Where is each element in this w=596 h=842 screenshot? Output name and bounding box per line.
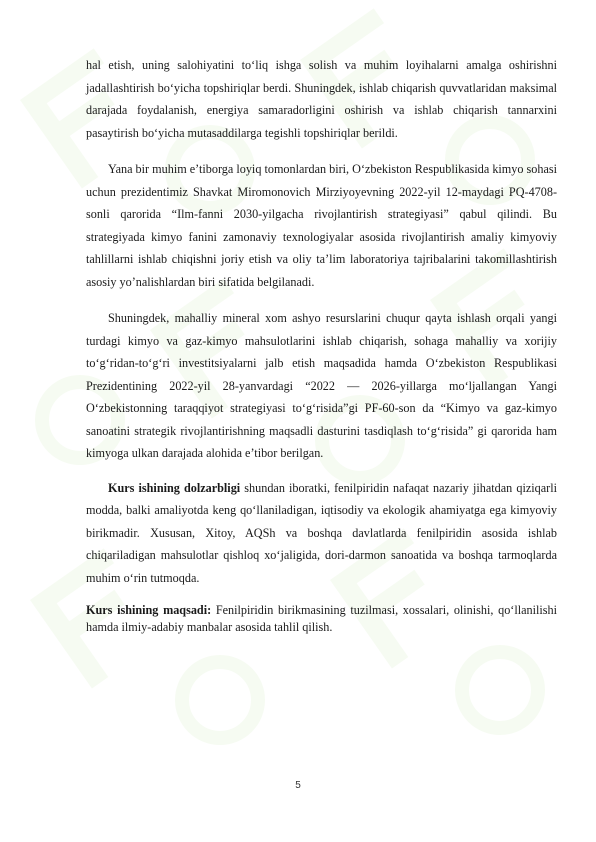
document-page [86, 54, 557, 636]
relevance-text: shundan iboratki, fenilpiridin nafaqat nazariy jihatdan qiziqarli modda, balki amaliyotda keng qo‘llaniladigan, iqtisodiy va ekologik ahamiyatga ega kimyoviy birikmadir. Xususan, Xitoy, AQSh va boshqa davlatlarda fenilpiridin asosida ishlab chiqariladigan mahsulotlar qishloq xo‘jaligida, dori-darmon sanoatida va boshqa tarmoqlarda muhim o‘rin tutmoqda. [86, 480, 557, 585]
relevance-paragraph [86, 477, 557, 590]
paragraph-2: Yana bir muhim e’tiborga loyiq tomonlardan biri, O‘zbekiston Respublikasida kimyo sohasi uchun prezidentimiz Shavkat Miromonovich Mirziyoyevning 2022-yil 12-maydagi PQ-4708-sonli qarorida “Ilm-fanni 2030-yilgacha rivojlantirish strategiyasi” qabul qilindi. Bu strategiyada kimyo fanini zamonaviy texnologiyalar asosida rivojlantirish amaliy kimyoviy tahlillarni ishlab chiqishni joriy etish va oliy ta’lim laboratoriya tajribalarini takomillashtirish asosiy yo’nalishlardan biri sifatida belgilanadi. [86, 162, 557, 289]
goal-text: Fenilpiridin birikmasining tuzilmasi, xossalari, olinishi, qo‘llanilishi hamda ilmiy-adabiy manbalar asosida tahlil qilish. [86, 603, 557, 634]
paragraph-3: Shuningdek, mahalliy mineral xom ashyo resurslarini chuqur qayta ishlash orqali yangi turdagi kimyo va gaz-kimyo mahsulotlarini ishlab chiqarish, sohaga mahalliy va xorijiy to‘g‘ridan-to‘g‘ri investitsiyalarni jalb etish maqsadida hamda O‘zbekiston Respublikasi Prezidentining 2022-yil 28-yanvardagi “2022 — 2026-yillarga mo‘ljallangan Yangi O‘zbekistonning taraqqiyot strategiyasi to‘g‘risida”gi PF-60-son da “Kimyo va gaz-kimyo sanoatini strategik rivojlantirishning maqsadli dasturini tasdiqlash to‘g‘risida” gi qarorida ham kimyoga ulkan darajada alohida e’tibor berilgan. [86, 311, 557, 460]
paragraph-1: hal etish, uning salohiyatini to‘liq ishga solish va muhim loyihalarni amalga oshirishni jadallashtirish bo‘yicha topshiriqlar berdi. Shuningdek, ishlab chiqarish quvvatlaridan maksimal darajada foydalanish, energiya samaradorligini oshirish va ishlab chiqarish tannarxini pasaytirish bo‘yicha mutasaddilarga tegishli topshiriqlar berildi. [86, 58, 557, 140]
relevance-heading: Kurs ishining dolzarbligi [108, 480, 241, 495]
goal-heading: Kurs ishining maqsadi: [86, 603, 212, 617]
page-number: 5 [295, 780, 301, 791]
goal-paragraph [86, 602, 557, 636]
